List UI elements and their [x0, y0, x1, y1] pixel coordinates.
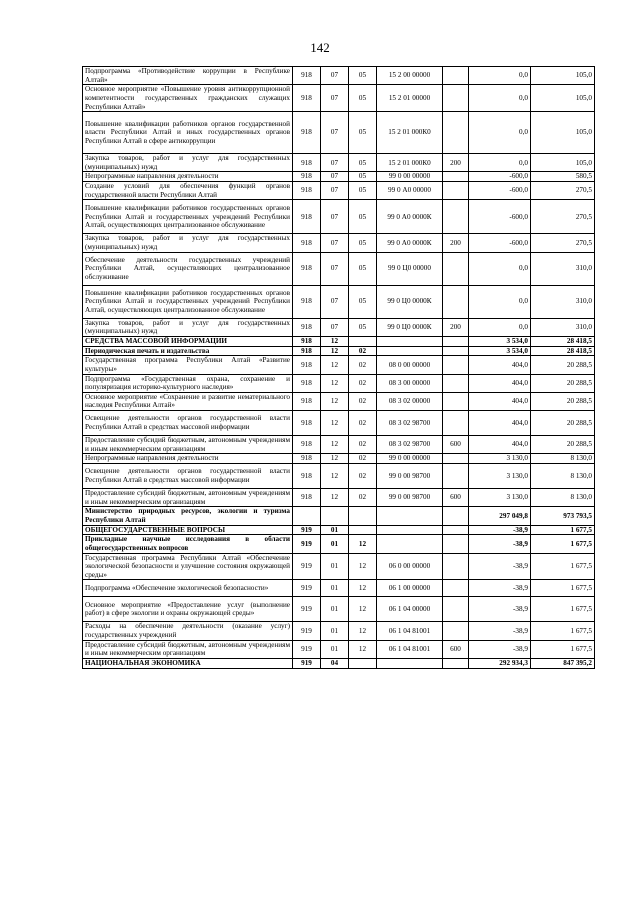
amount-change: -38,9: [469, 525, 531, 535]
amount-change: 0,0: [469, 112, 531, 154]
subsection-code: 12: [349, 553, 377, 580]
section-code: 01: [321, 535, 349, 553]
subsection-code: 02: [349, 356, 377, 374]
target-article: 08 3 02 98700: [377, 411, 443, 436]
table-row: [83, 392, 595, 410]
row-name: Предоставление субсидий бюджетным, автономным учреждениям и иным некоммерческим организациям: [83, 436, 293, 454]
expense-type: [443, 285, 469, 318]
target-article: 15 2 01 00000: [377, 85, 443, 112]
row-name: ОБЩЕГОСУДАРСТВЕННЫЕ ВОПРОСЫ: [83, 525, 293, 535]
page-number: 142: [310, 40, 330, 55]
subsection-code: 02: [349, 489, 377, 507]
expense-type: 200: [443, 318, 469, 336]
expense-type: [443, 507, 469, 525]
section-code: 07: [321, 285, 349, 318]
table-row: [83, 580, 595, 597]
amount-change: 404,0: [469, 411, 531, 436]
row-name: Предоставление субсидий бюджетным, автономным учреждениям и иным некоммерческим организациям: [83, 640, 293, 658]
ministry-code: 918: [293, 374, 321, 392]
target-article: 99 0 00 98700: [377, 489, 443, 507]
target-article: [377, 535, 443, 553]
amount-total: 105,0: [531, 112, 595, 154]
ministry-code: 918: [293, 252, 321, 285]
ministry-code: 918: [293, 336, 321, 346]
target-article: 15 2 01 000К0: [377, 112, 443, 154]
amount-change: 404,0: [469, 374, 531, 392]
target-article: 99 0 А0 0000К: [377, 234, 443, 252]
amount-total: 847 395,2: [531, 658, 595, 668]
subsection-code: 05: [349, 182, 377, 200]
table-row: [83, 658, 595, 668]
ministry-code: 919: [293, 525, 321, 535]
ministry-code: 919: [293, 622, 321, 640]
subsection-code: 12: [349, 580, 377, 597]
amount-change: 3 534,0: [469, 346, 531, 356]
table-row: [83, 172, 595, 182]
target-article: 06 1 04 81001: [377, 622, 443, 640]
expense-type: [443, 535, 469, 553]
expense-type: [443, 346, 469, 356]
expense-type: [443, 392, 469, 410]
table-row: [83, 346, 595, 356]
table-row: [83, 622, 595, 640]
subsection-code: 02: [349, 392, 377, 410]
amount-total: 20 288,5: [531, 356, 595, 374]
ministry-code: [293, 507, 321, 525]
amount-total: 105,0: [531, 67, 595, 85]
row-name: Повышение квалификации работников органов государственной власти Республики Алтай и иных государственных органов Республики Алтай в сфере антикоррупции: [83, 112, 293, 154]
expense-type: [443, 622, 469, 640]
expense-type: [443, 525, 469, 535]
ministry-code: 918: [293, 182, 321, 200]
subsection-code: 12: [349, 622, 377, 640]
subsection-code: 12: [349, 535, 377, 553]
expense-type: [443, 172, 469, 182]
table-row: [83, 336, 595, 346]
target-article: 15 2 00 00000: [377, 67, 443, 85]
amount-change: -38,9: [469, 640, 531, 658]
subsection-code: 02: [349, 454, 377, 464]
target-article: 08 3 02 00000: [377, 392, 443, 410]
amount-change: -600,0: [469, 234, 531, 252]
amount-total: 8 130,0: [531, 454, 595, 464]
subsection-code: 05: [349, 234, 377, 252]
ministry-code: 918: [293, 154, 321, 172]
ministry-code: 918: [293, 346, 321, 356]
table-row: [83, 640, 595, 658]
subsection-code: 05: [349, 172, 377, 182]
table-row: [83, 252, 595, 285]
section-code: 01: [321, 580, 349, 597]
row-name: Подпрограмма «Противодействие коррупции в Республике Алтай»: [83, 67, 293, 85]
subsection-code: 02: [349, 411, 377, 436]
section-code: 04: [321, 658, 349, 668]
amount-change: 3 130,0: [469, 489, 531, 507]
target-article: [377, 346, 443, 356]
table-row: [83, 489, 595, 507]
section-code: 07: [321, 234, 349, 252]
amount-total: 270,5: [531, 200, 595, 234]
amount-total: 580,5: [531, 172, 595, 182]
target-article: 99 0 00 00000: [377, 172, 443, 182]
amount-change: -600,0: [469, 172, 531, 182]
amount-total: 270,5: [531, 182, 595, 200]
row-name: Освещение деятельности органов государственной власти Республики Алтай в средствах массовой информации: [83, 411, 293, 436]
expense-type: 200: [443, 234, 469, 252]
amount-change: -38,9: [469, 580, 531, 597]
amount-total: 1 677,5: [531, 640, 595, 658]
table-row: [83, 553, 595, 580]
amount-change: 0,0: [469, 154, 531, 172]
expense-type: [443, 658, 469, 668]
subsection-code: 05: [349, 252, 377, 285]
row-name: Непрограммные направления деятельности: [83, 172, 293, 182]
target-article: 99 0 Ц0 0000К: [377, 318, 443, 336]
amount-total: 20 288,5: [531, 436, 595, 454]
target-article: 99 0 А0 0000К: [377, 200, 443, 234]
amount-change: 404,0: [469, 392, 531, 410]
section-code: 07: [321, 154, 349, 172]
target-article: 06 0 00 00000: [377, 553, 443, 580]
row-name: Повышение квалификации работников государственных органов Республики Алтай и государственных учреждений Республики Алтай, осуществляющих централизованное обслуживание: [83, 200, 293, 234]
amount-total: 1 677,5: [531, 622, 595, 640]
table-row: [83, 200, 595, 234]
subsection-code: [349, 507, 377, 525]
amount-change: 404,0: [469, 436, 531, 454]
subsection-code: 12: [349, 640, 377, 658]
expense-type: [443, 580, 469, 597]
section-code: 12: [321, 464, 349, 489]
target-article: 08 3 02 98700: [377, 436, 443, 454]
section-code: 12: [321, 336, 349, 346]
amount-total: 8 130,0: [531, 489, 595, 507]
target-article: 08 3 00 00000: [377, 374, 443, 392]
table-row: [83, 356, 595, 374]
amount-total: 310,0: [531, 318, 595, 336]
amount-change: 0,0: [469, 285, 531, 318]
expense-type: [443, 356, 469, 374]
target-article: 99 0 00 98700: [377, 464, 443, 489]
expense-type: [443, 597, 469, 622]
section-code: 12: [321, 436, 349, 454]
ministry-code: 918: [293, 356, 321, 374]
section-code: 01: [321, 553, 349, 580]
section-code: 07: [321, 172, 349, 182]
row-name: Министерство природных ресурсов, экологии и туризма Республики Алтай: [83, 507, 293, 525]
subsection-code: 02: [349, 346, 377, 356]
amount-total: 1 677,5: [531, 535, 595, 553]
row-name: Закупка товаров, работ и услуг для государственных (муниципальных) нужд: [83, 234, 293, 252]
table-row: [83, 154, 595, 172]
amount-total: 20 288,5: [531, 374, 595, 392]
amount-total: 28 418,5: [531, 336, 595, 346]
amount-total: 310,0: [531, 285, 595, 318]
amount-change: 0,0: [469, 85, 531, 112]
amount-change: 3 534,0: [469, 336, 531, 346]
ministry-code: 918: [293, 85, 321, 112]
section-code: 07: [321, 67, 349, 85]
row-name: СРЕДСТВА МАССОВОЙ ИНФОРМАЦИИ: [83, 336, 293, 346]
ministry-code: 918: [293, 67, 321, 85]
amount-change: 0,0: [469, 67, 531, 85]
subsection-code: 05: [349, 67, 377, 85]
table-row: [83, 318, 595, 336]
ministry-code: 918: [293, 200, 321, 234]
ministry-code: 918: [293, 318, 321, 336]
section-code: 12: [321, 411, 349, 436]
ministry-code: 918: [293, 489, 321, 507]
expense-type: 600: [443, 640, 469, 658]
table-row: [83, 535, 595, 553]
amount-total: 310,0: [531, 252, 595, 285]
table-row: [83, 525, 595, 535]
subsection-code: 02: [349, 464, 377, 489]
subsection-code: 05: [349, 285, 377, 318]
ministry-code: 918: [293, 454, 321, 464]
section-code: 01: [321, 622, 349, 640]
section-code: 07: [321, 182, 349, 200]
section-code: 07: [321, 112, 349, 154]
amount-change: -38,9: [469, 597, 531, 622]
amount-total: 270,5: [531, 234, 595, 252]
table-body: [83, 67, 595, 669]
row-name: Прикладные научные исследования в области общегосударственных вопросов: [83, 535, 293, 553]
ministry-code: 919: [293, 640, 321, 658]
ministry-code: 919: [293, 597, 321, 622]
row-name: Обеспечение деятельности государственных учреждений Республики Алтай, осуществляющих централизованное обслуживание: [83, 252, 293, 285]
row-name: Основное мероприятие «Повышение уровня антикоррупционной компетентности государственных гражданских служащих Республики Алтай»: [83, 85, 293, 112]
subsection-code: 02: [349, 436, 377, 454]
section-code: 12: [321, 392, 349, 410]
amount-total: 8 130,0: [531, 464, 595, 489]
target-article: [377, 507, 443, 525]
amount-change: 297 049,8: [469, 507, 531, 525]
target-article: [377, 658, 443, 668]
subsection-code: 05: [349, 85, 377, 112]
table-row: [83, 411, 595, 436]
target-article: 06 1 04 81001: [377, 640, 443, 658]
expense-type: 600: [443, 436, 469, 454]
row-name: Государственная программа Республики Алтай «Развитие культуры»: [83, 356, 293, 374]
expense-type: 200: [443, 154, 469, 172]
target-article: 06 1 00 00000: [377, 580, 443, 597]
section-code: 12: [321, 356, 349, 374]
row-name: Расходы на обеспечение деятельности (оказание услуг) государственных учреждений: [83, 622, 293, 640]
section-code: 01: [321, 640, 349, 658]
table-row: [83, 112, 595, 154]
target-article: [377, 525, 443, 535]
expense-type: [443, 374, 469, 392]
amount-total: 973 793,5: [531, 507, 595, 525]
amount-total: 20 288,5: [531, 411, 595, 436]
amount-change: -38,9: [469, 553, 531, 580]
amount-change: 292 934,3: [469, 658, 531, 668]
row-name: Закупка товаров, работ и услуг для государственных (муниципальных) нужд: [83, 154, 293, 172]
ministry-code: 918: [293, 234, 321, 252]
target-article: 99 0 Ц0 00000: [377, 252, 443, 285]
section-code: 12: [321, 489, 349, 507]
amount-change: -38,9: [469, 535, 531, 553]
table-row: [83, 85, 595, 112]
table-row: [83, 67, 595, 85]
ministry-code: 918: [293, 411, 321, 436]
ministry-code: 918: [293, 172, 321, 182]
table-row: [83, 454, 595, 464]
expense-type: [443, 411, 469, 436]
ministry-code: 918: [293, 285, 321, 318]
amount-change: 3 130,0: [469, 454, 531, 464]
amount-change: -600,0: [469, 200, 531, 234]
row-name: Освещение деятельности органов государственной власти Республики Алтай в средствах массовой информации: [83, 464, 293, 489]
expense-type: [443, 336, 469, 346]
target-article: 99 0 Ц0 0000К: [377, 285, 443, 318]
amount-total: 1 677,5: [531, 580, 595, 597]
table-row: [83, 507, 595, 525]
row-name: Подпрограмма «Обеспечение экологической безопасности»: [83, 580, 293, 597]
row-name: Непрограммные направления деятельности: [83, 454, 293, 464]
subsection-code: 05: [349, 112, 377, 154]
expense-type: [443, 252, 469, 285]
expense-type: [443, 182, 469, 200]
row-name: Периодическая печать и издательства: [83, 346, 293, 356]
row-name: НАЦИОНАЛЬНАЯ ЭКОНОМИКА: [83, 658, 293, 668]
expense-type: [443, 454, 469, 464]
subsection-code: [349, 658, 377, 668]
target-article: [377, 336, 443, 346]
table-row: [83, 464, 595, 489]
section-code: 01: [321, 597, 349, 622]
row-name: Государственная программа Республики Алтай «Обеспечение экологической безопасности и улучшение состояния окружающей среды»: [83, 553, 293, 580]
ministry-code: 919: [293, 658, 321, 668]
row-name: Повышение квалификации работников государственных органов Республики Алтай и государственных учреждений Республики Алтай, осуществляющих централизованное обслуживание: [83, 285, 293, 318]
amount-total: 1 677,5: [531, 553, 595, 580]
expense-type: [443, 67, 469, 85]
ministry-code: 919: [293, 553, 321, 580]
row-name: Основное мероприятие «Предоставление услуг (выполнение работ) в сфере экологии и охраны окружающей среды»: [83, 597, 293, 622]
subsection-code: [349, 336, 377, 346]
table-row: [83, 234, 595, 252]
row-name: Закупка товаров, работ и услуг для государственных (муниципальных) нужд: [83, 318, 293, 336]
amount-change: -38,9: [469, 622, 531, 640]
expense-type: [443, 85, 469, 112]
amount-total: 105,0: [531, 85, 595, 112]
table-row: [83, 374, 595, 392]
ministry-code: 918: [293, 112, 321, 154]
amount-change: 0,0: [469, 252, 531, 285]
row-name: Создание условий для обеспечения функций органов государственной власти Республики Алтай: [83, 182, 293, 200]
section-code: 07: [321, 200, 349, 234]
table-row: [83, 285, 595, 318]
budget-table: [82, 66, 595, 669]
amount-total: 1 677,5: [531, 525, 595, 535]
section-code: 01: [321, 525, 349, 535]
subsection-code: 02: [349, 374, 377, 392]
amount-change: 404,0: [469, 356, 531, 374]
expense-type: [443, 464, 469, 489]
section-code: [321, 507, 349, 525]
row-name: Основное мероприятие «Сохранение и развитие нематериального наследия Республики Алтай»: [83, 392, 293, 410]
row-name: Подпрограмма «Государственная охрана, сохранение и популяризация историко-культурного наследия»: [83, 374, 293, 392]
ministry-code: 919: [293, 580, 321, 597]
section-code: 12: [321, 454, 349, 464]
expense-type: 600: [443, 489, 469, 507]
table-row: [83, 182, 595, 200]
row-name: Предоставление субсидий бюджетным, автономным учреждениям и иным некоммерческим организациям: [83, 489, 293, 507]
section-code: 07: [321, 252, 349, 285]
section-code: 07: [321, 318, 349, 336]
expense-type: [443, 200, 469, 234]
ministry-code: 919: [293, 535, 321, 553]
ministry-code: 918: [293, 436, 321, 454]
section-code: 12: [321, 346, 349, 356]
section-code: 12: [321, 374, 349, 392]
amount-change: -600,0: [469, 182, 531, 200]
section-code: 07: [321, 85, 349, 112]
target-article: 15 2 01 000К0: [377, 154, 443, 172]
target-article: 08 0 00 00000: [377, 356, 443, 374]
ministry-code: 918: [293, 392, 321, 410]
subsection-code: 05: [349, 154, 377, 172]
table-row: [83, 597, 595, 622]
subsection-code: 05: [349, 318, 377, 336]
amount-total: 1 677,5: [531, 597, 595, 622]
amount-total: 20 288,5: [531, 392, 595, 410]
subsection-code: 12: [349, 597, 377, 622]
target-article: 99 0 00 00000: [377, 454, 443, 464]
table-row: [83, 436, 595, 454]
target-article: 99 0 А0 00000: [377, 182, 443, 200]
expense-type: [443, 553, 469, 580]
target-article: 06 1 04 00000: [377, 597, 443, 622]
subsection-code: 05: [349, 200, 377, 234]
amount-change: 0,0: [469, 318, 531, 336]
subsection-code: [349, 525, 377, 535]
expense-type: [443, 112, 469, 154]
amount-change: 3 130,0: [469, 464, 531, 489]
amount-total: 28 418,5: [531, 346, 595, 356]
amount-total: 105,0: [531, 154, 595, 172]
ministry-code: 918: [293, 464, 321, 489]
